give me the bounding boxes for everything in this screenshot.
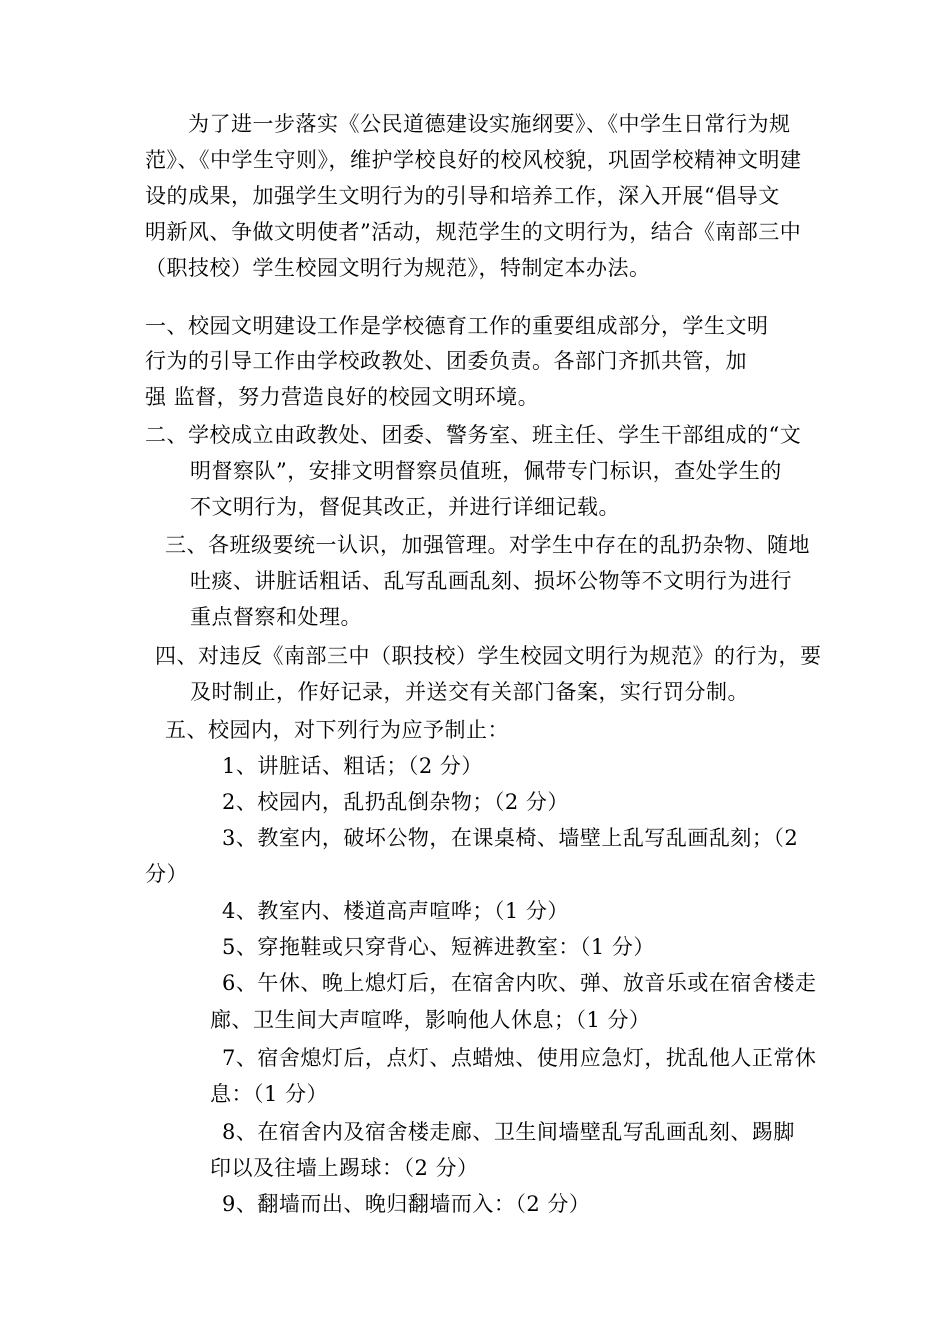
article-3-line: 三、各班级要统一认识，加强管理。对学生中存在的乱扔杂物、随地 [165, 533, 810, 557]
article-3-line: 吐痰、讲脏话粗话、乱写乱画乱刻、损坏公物等不文明行为进行 [190, 569, 792, 593]
list-item: 8、在宿舍内及宿舍楼走廊、卫生间墙壁乱写乱画乱刻、踢脚 [222, 1120, 795, 1144]
article-4-line: 及时制止，作好记录，并送交有关部门备案，实行罚分制。 [190, 680, 749, 704]
list-item: 5、穿拖鞋或只穿背心、短裤进教室：（1 分） [222, 935, 655, 959]
intro-line: 范》、《中学生守则》，维护学校良好的校风校貌，巩固学校精神文明建 [145, 148, 802, 172]
intro-line: 明新风、争做文明使者”活动，规范学生的文明行为，结合《南部三中 [145, 220, 802, 244]
intro-line: （职技校）学生校园文明行为规范》，特制定本办法。 [145, 256, 651, 280]
list-item: 1、讲脏话、粗话；（2 分） [222, 754, 483, 778]
article-2-line: 明督察队”，安排文明督察员值班，佩带专门标识，查处学生的 [190, 459, 782, 483]
list-item: 4、教室内、楼道高声喧哗；（1 分） [222, 899, 569, 923]
article-5-heading: 五、校园内，对下列行为应予制止： [165, 718, 509, 742]
list-item-continuation: 息：（1 分） [210, 1082, 329, 1106]
list-item: 3、教室内，破坏公物，在课桌椅、墙壁上乱写乱画乱刻；（2 [222, 826, 799, 850]
intro-line: 设的成果，加强学生文明行为的引导和培养工作，深入开展“倡导文 [145, 184, 780, 208]
article-1-line: 行为的引导工作由学校政教处、团委负责。各部门齐抓共管，加 [145, 349, 747, 373]
article-3-line: 重点督察和处理。 [190, 605, 362, 629]
article-1-line: 一、校园文明建设工作是学校德育工作的重要组成部分，学生文明 [145, 314, 769, 338]
list-item: 9、翻墙而出、晚归翻墙而入：（2 分） [222, 1192, 591, 1216]
list-item: 7、宿舍熄灯后，点灯、点蜡烛、使用应急灯，扰乱他人正常休 [222, 1046, 817, 1070]
article-2-line: 不文明行为，督促其改正，并进行详细记载。 [190, 495, 620, 519]
list-item: 6、午休、晚上熄灯后，在宿舍内吹、弹、放音乐或在宿舍楼走 [222, 971, 817, 995]
list-item: 2、校园内，乱扔乱倒杂物；（2 分） [222, 790, 569, 814]
article-2-line: 二、学校成立由政教处、团委、警务室、班主任、学生干部组成的“文 [145, 423, 802, 447]
list-item-continuation: 印以及往墙上踢球：（2 分） [210, 1156, 479, 1180]
article-4-line: 四、对违反《南部三中（职技校）学生校园文明行为规范》的行为，要 [155, 644, 822, 668]
list-item-continuation: 分） [145, 862, 188, 886]
list-item-continuation: 廊、卫生间大声喧哗，影响他人休息；（1 分） [210, 1008, 651, 1032]
intro-line: 为了进一步落实《公民道德建设实施纲要》、《中学生日常行为规 [188, 112, 791, 136]
article-1-line: 强 监督，努力营造良好的校园文明环境。 [145, 385, 540, 409]
